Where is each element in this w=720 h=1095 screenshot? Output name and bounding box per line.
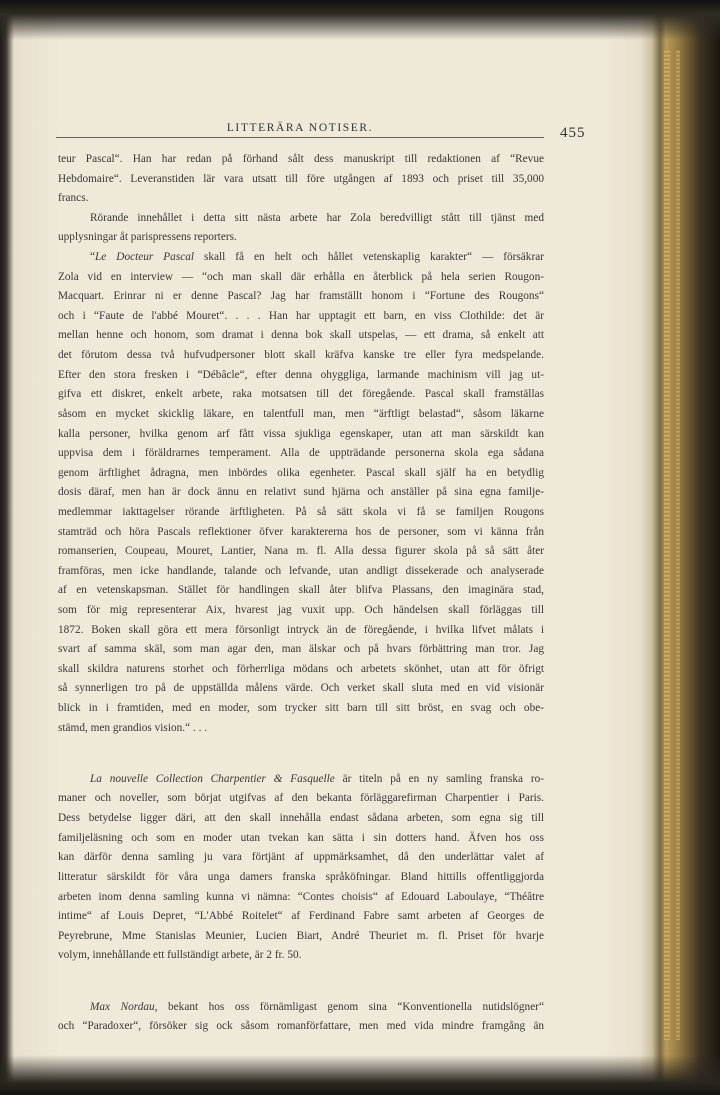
text-line: framföras, men icke handlande, talande och lefvande, utan andligt dissekerade och analyserade (58, 564, 544, 577)
text-line: dosis däraf, men han är dock ännu en relativt sund hjärna och anställer på sina egna familje- (58, 486, 544, 499)
scan-bottom-edge (0, 1055, 720, 1095)
text-line: francs. (58, 192, 89, 205)
text-line: så synnerligen tro på de uppställda målens värde. Och verket skall sluta med en vid visionär (58, 682, 544, 695)
body-text (58, 150, 544, 1037)
text-line-italic-title: Max Nordau, bekant hos oss förnämligast genom sina “Konventionella nutidslögner“ (90, 1000, 544, 1013)
text-line: litteratur särskildt för våra unga damers franska språköfningar. Bland hittills offentliggjorda (58, 870, 544, 883)
text-line: såsom en mycket skicklig läkare, en talentfull man, men “ärftligt belastad“, såsom läkarne (58, 407, 544, 420)
text-line: stämd, men grandios vision.“ . . . (58, 721, 208, 734)
text-line: och i “Faute de l'abbé Mouret“. . . . Han har upptagit ett barn, en viss Clothilde: det är (58, 309, 544, 322)
text-line: Zola vid en interview — “och man skall där erhålla en återblick på hela serien Rougon- (58, 270, 544, 283)
text-line: kalla personer, hvilka genom arf fått vissa sjukliga egenskaper, utan att man särskildt kan (58, 427, 544, 440)
italic-title: Le Docteur Pascal (95, 251, 195, 264)
running-head: LITTERÄRA NOTISER. (226, 122, 374, 134)
text-line: gifva ett diskret, enkelt arbete, raka motsatsen till det föregående. Pascal skall framställas (58, 388, 544, 401)
text-line: uppvisa dem i föräldrarnes temperament. Alla de uppträdande personerna skola ega sådana (58, 447, 544, 460)
text-line: mellan henne och honom, som dramat i denna bok skall utspelas, — ett drama, så enkelt att (58, 329, 544, 342)
scan-top-edge (0, 0, 720, 40)
text-line: medlemmar iakttagelser rörande ärftligheten. På så sätt skola vi få se familjen Rougons (58, 505, 544, 518)
text-line: romanserien, Coupeau, Mouret, Lantier, Nana m. fl. Alla dessa figurer skola på så sätt åter (58, 545, 544, 558)
page-number: 455 (560, 125, 586, 141)
text-line: maner och noveller, som börjat utgifvas af den bekanta förläggarefirman Charpentier i Paris. (58, 792, 544, 805)
text-line-italic-title: La nouvelle Collection Charpentier & Fasquelle är titeln på en ny samling franska ro- (90, 772, 544, 785)
paragraph-gap (58, 758, 544, 770)
text-line: Dess betydelse ligger däri, att den skall innehålla endast sådana arbeten, som egna sig till (58, 812, 544, 825)
text-line: genom ärftlighet ådragna, men inbördes olika egenheter. Pascal skall själf ha en betydlig (58, 466, 544, 479)
paragraph-gap (58, 738, 544, 758)
text-line: arbeten inom denna samling kunna vi nämna: “Contes choisis“ af Edouard Laboulaye, “Théâtre (58, 890, 544, 903)
text-line: Hebdomaire“. Leveranstiden lär vara utsatt till före utgången af 1893 och priset till 35,000 (58, 172, 544, 185)
text-line: Rörande innehållet i detta sitt nästa arbete har Zola beredvilligt stått till tjänst med (90, 211, 544, 224)
text-line: Efter den stora fresken i “Débâcle“, efter denna ohyggliga, larmande machinism vill jag ut- (58, 368, 544, 381)
text-line: Peyrebrune, Mme Stanislas Meunier, Lucien Biart, André Theuriet m. fl. Priset för hvarje (58, 929, 544, 942)
text-line: familjeläsning och som en moder utan tvekan kan sätta i sin dotters hand. Äfven hos oss (58, 831, 544, 844)
text-line: upplysningar åt parispressens reporters. (58, 231, 237, 244)
text-line: stamträd och höra Pascals reflektioner öfver karaktererna hos de personer, som vi känna från (58, 525, 544, 538)
page-edges (664, 50, 670, 1040)
text-line: kan därför denna samling ju vara förtjänt af uppmärksamhet, då den underlättar valet af (58, 851, 544, 864)
paragraph-gap (58, 986, 544, 998)
text-line-italic-title: “Le Docteur Pascal skall få en helt och hållet vetenskaplig karakter“ — försäkrar (90, 251, 544, 264)
text-line: af en vetenskapsman. Stället för handlingen skall åter blifva Plassans, den imaginära stad, (58, 584, 544, 597)
page-edges-inner (676, 50, 680, 1040)
italic-title: La nouvelle Collection Charpentier & Fasquelle (90, 772, 335, 785)
text-line: Macquart. Erinrar ni er denne Pascal? Jag har framställt honom i “Fortune des Rougons“ (58, 290, 544, 303)
text-line: skall skildra naturens storhet och förherrliga mödans och arbetets skönhet, utan att för öfrigt (58, 662, 544, 675)
text-line: som för mig representerar Aix, hvarest jag vuxit upp. Och händelsen skall förläggas till (58, 604, 544, 617)
text-line: blick in i framtiden, med en moder, som trycker sitt barn till sitt bröst, en svag och obe- (58, 702, 544, 715)
text-line: svart af samma skäl, som man agar den, man älskar och på hvars förbättring man tror. Jag (58, 643, 544, 656)
text-line: intime“ af Louis Depret, “L'Abbé Roitelet“ af Ferdinand Fabre samt arbeten af Georges de (58, 910, 544, 923)
paragraph-gap (58, 966, 544, 986)
header-rule (56, 137, 544, 138)
text-line: 1872. Boken skall göra ett mera försonligt intryck än de föregående, i hvilka lifvet målats i (58, 623, 544, 636)
text-line: och “Paradoxer“, försöker sig ock såsom romanförfattare, men med vida mindre framgång än (58, 1020, 544, 1033)
text-line: volym, innehållande ett fullständigt arbete, är 2 fr. 50. (58, 949, 302, 962)
text-line: det förutom dessa två hufvudpersoner blott skall kräfva kanske tre eller fyra medspelande. (58, 349, 544, 362)
text-line: teur Pascal“. Han har redan på förhand sålt dess manuskript till redaktionen af “Revue (58, 153, 544, 165)
italic-title: Max Nordau, (90, 1000, 158, 1013)
